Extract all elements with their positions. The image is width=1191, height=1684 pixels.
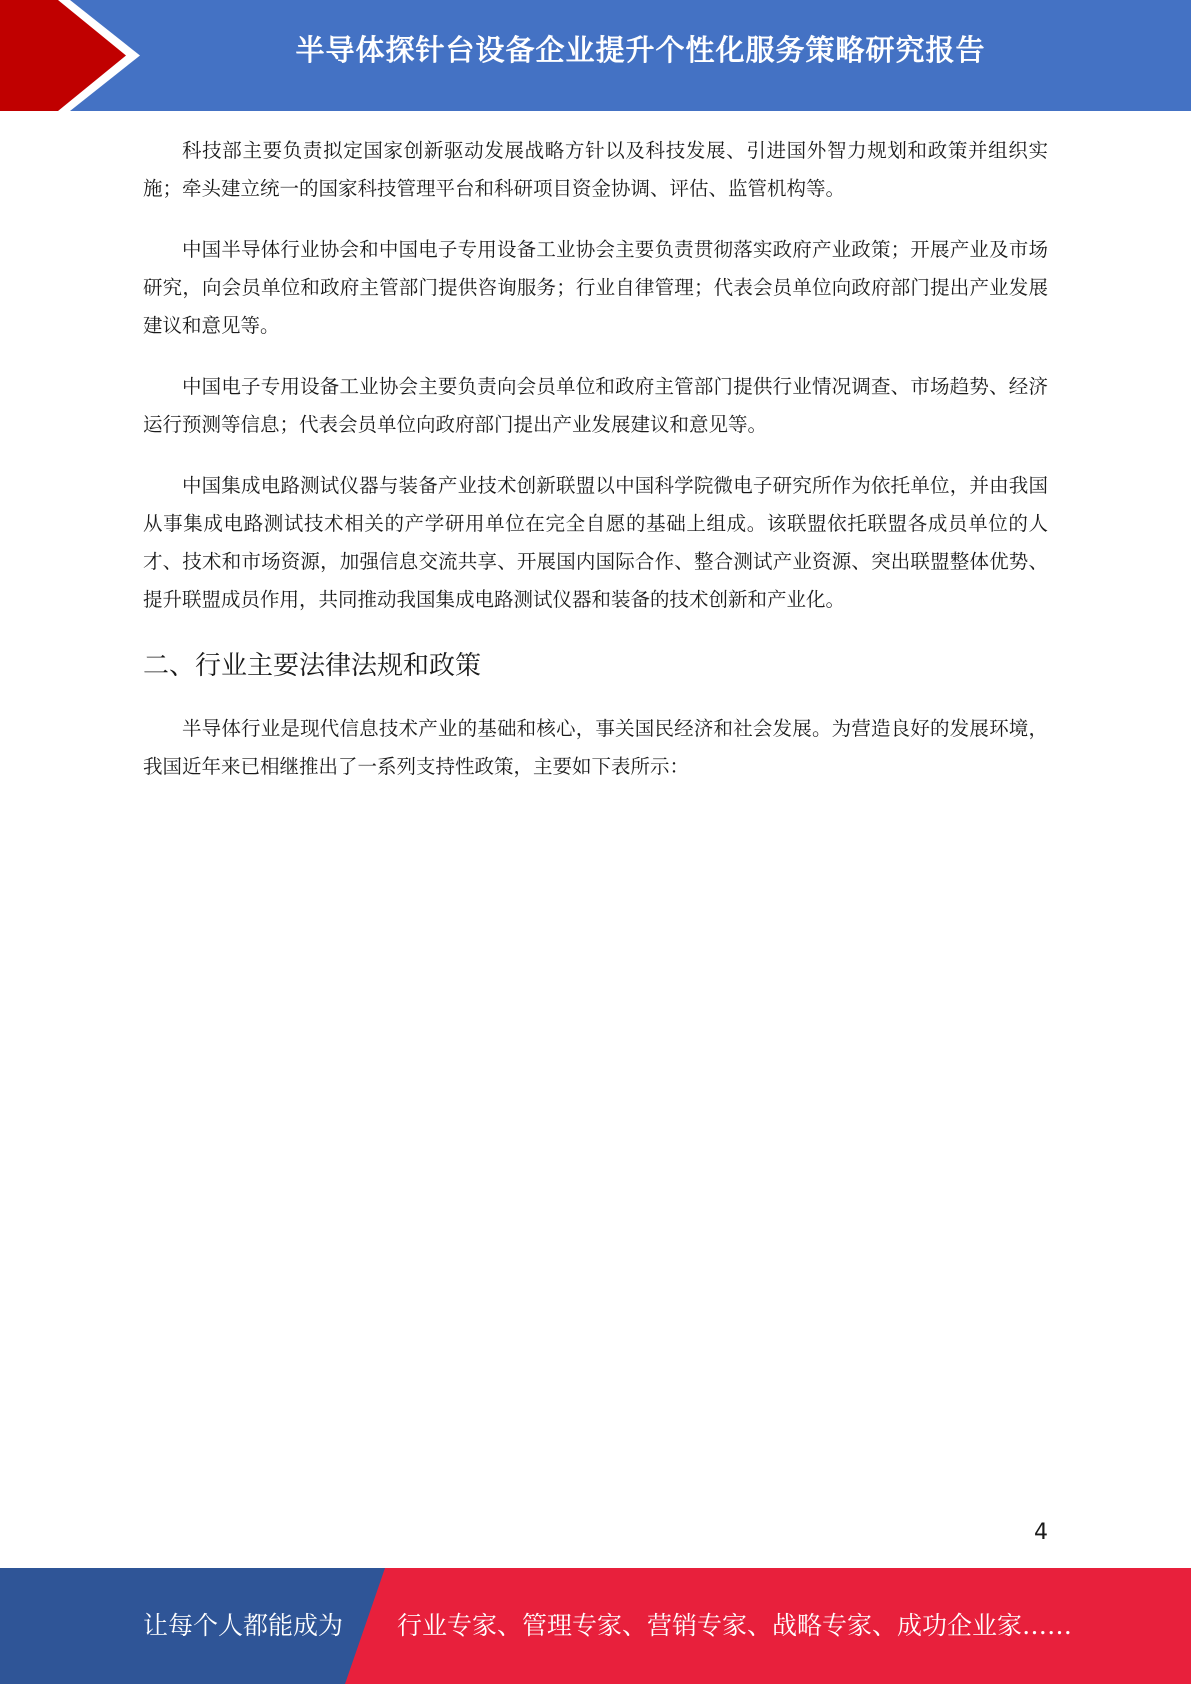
footer-banner: [0, 1568, 1191, 1684]
paragraph-3: 中国电子专用设备工业协会主要负责向会员单位和政府主管部门提供行业情况调查、市场趋势、经济运行预测等信息；代表会员单位向政府部门提出产业发展建议和意见等。: [143, 375, 1048, 436]
paragraph-4: 中国集成电路测试仪器与装备产业技术创新联盟以中国科学院微电子研究所作为依托单位，并由我国从事集成电路测试技术相关的产学研用单位在完全自愿的基础上组成。该联盟依托联盟各成员单位的人才、技术和市场资源，加强信息交流共享、开展国内国际合作、整合测试产业资源、突出联盟整体优势、提升联盟成员作用，共同推动我国集成电路测试仪器和装备的技术创新和产业化。: [143, 474, 1048, 611]
chevron-decoration-icon: [0, 0, 150, 111]
paragraph-2: 中国半导体行业协会和中国电子专用设备工业协会主要负责贯彻落实政府产业政策；开展产业及市场研究，向会员单位和政府主管部门提供咨询服务；行业自律管理；代表会员单位向政府部门提出产业发展建议和意见等。: [143, 238, 1048, 337]
page-number: 4: [1034, 1520, 1048, 1545]
section-heading: 二、行业主要法律法规和政策: [143, 651, 482, 681]
section-paragraph: 半导体行业是现代信息技术产业的基础和核心，事关国民经济和社会发展。为营造良好的发展环境，我国近年来已相继推出了一系列支持性政策，主要如下表所示：: [143, 717, 1048, 778]
paragraph-1: 科技部主要负责拟定国家创新驱动发展战略方针以及科技发展、引进国外智力规划和政策并组织实施；牵头建立统一的国家科技管理平台和科研项目资金协调、评估、监管机构等。: [143, 139, 1048, 200]
footer-slogan-left: 让每个人都能成为: [143, 1611, 344, 1640]
header-banner: [0, 0, 1191, 111]
main-content: [143, 132, 1048, 809]
document-title: 半导体探针台设备企业提升个性化服务策略研究报告: [295, 33, 986, 67]
footer-slogan-right: 行业专家、管理专家、营销专家、战略专家、成功企业家……: [397, 1611, 1073, 1640]
